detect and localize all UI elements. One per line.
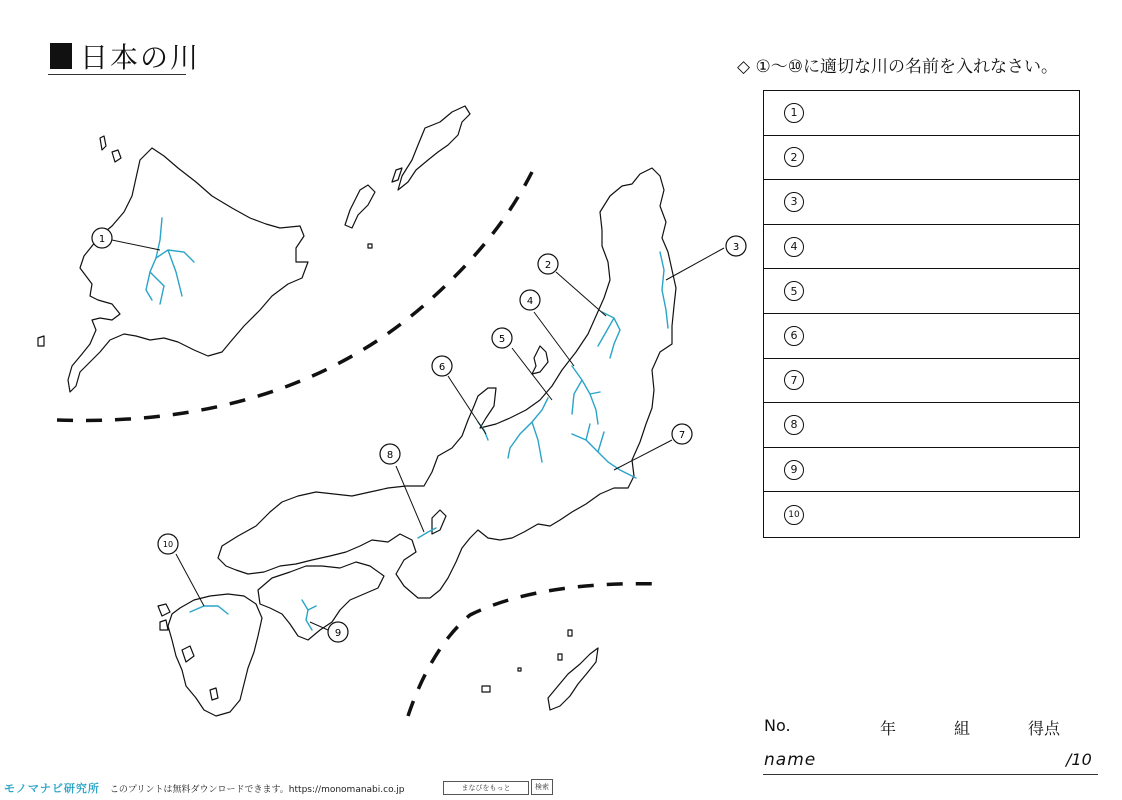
river-kitakami [660, 252, 668, 328]
callout-label-6: 6 [438, 362, 446, 373]
answer-number: 3 [784, 192, 804, 212]
tiny-island-3 [482, 686, 490, 692]
answer-row[interactable] [764, 136, 1079, 181]
answer-number: 4 [784, 237, 804, 257]
answer-row[interactable] [764, 269, 1079, 314]
class-label: 組 [954, 719, 971, 738]
footer [4, 779, 405, 797]
answer-number: 9 [784, 460, 804, 480]
river-ishikari [146, 218, 162, 300]
leader-line-4 [534, 312, 574, 366]
leader-line-2 [556, 272, 606, 316]
no-label: No. [764, 716, 791, 735]
tiny-island-1 [568, 630, 572, 636]
answer-number: 7 [784, 370, 804, 390]
callout-7 [672, 424, 692, 444]
score-out-of: /10 [1066, 750, 1092, 769]
callout-1 [92, 228, 112, 248]
hokkaido-outline [68, 148, 308, 392]
river-tone [572, 424, 636, 478]
callout-label-5: 5 [498, 334, 506, 345]
answer-table [763, 90, 1080, 538]
answer-row[interactable] [764, 448, 1079, 493]
tiny-island-2 [558, 654, 562, 660]
year-label: 年 [880, 719, 897, 738]
points-label: 得点 [1028, 719, 1061, 738]
callout-label-10: 10 [162, 540, 174, 549]
rishiri-island [100, 136, 106, 150]
callout-label-7: 7 [678, 430, 686, 441]
honshu-outline [218, 168, 676, 598]
shikoku-outline [258, 562, 384, 640]
answer-row[interactable] [764, 225, 1079, 270]
answer-row[interactable] [764, 180, 1079, 225]
river-ishikari-branch [150, 250, 194, 304]
answer-row[interactable] [764, 403, 1079, 448]
answer-number: 6 [784, 326, 804, 346]
callout-4 [520, 290, 540, 310]
answer-number: 5 [784, 281, 804, 301]
callout-label-8: 8 [386, 450, 394, 461]
kuril-island-1 [345, 185, 375, 228]
sado-island [532, 346, 548, 374]
name-underline [763, 774, 1098, 775]
footer-logo[interactable]: モノマナビ研究所 [4, 782, 100, 795]
footer-text: このプリントは無料ダウンロードできます。https://monomanabi.co.jp [109, 784, 405, 795]
search-button[interactable]: 検索 [531, 779, 553, 795]
instruction-text: ◇ ①〜⑩に適切な川の名前を入れなさい。 [737, 57, 1058, 77]
sakhalin-outline [398, 106, 470, 190]
callout-label-1: 1 [98, 234, 106, 245]
small-island-a [368, 244, 372, 248]
callout-label-2: 2 [544, 260, 552, 271]
river-shinano [572, 366, 600, 424]
tiny-island-4 [518, 668, 521, 671]
tanegashima-island [210, 688, 218, 700]
callout-5 [492, 328, 512, 348]
answer-number: 2 [784, 147, 804, 167]
kyushu-outline [168, 594, 262, 716]
river-shimanto [302, 600, 316, 630]
dashed-line-south [408, 584, 660, 716]
answer-row[interactable] [764, 314, 1079, 359]
answer-number: 8 [784, 415, 804, 435]
answer-row[interactable] [764, 492, 1079, 537]
leader-line-7 [614, 440, 672, 470]
name-label: name [764, 750, 817, 770]
amakusa-island [182, 646, 194, 662]
leader-line-1 [112, 240, 160, 250]
dashed-line-north [57, 172, 532, 420]
leader-line-10 [176, 554, 204, 606]
awaji-island [432, 510, 446, 534]
answer-row[interactable] [764, 91, 1079, 136]
leader-line-3 [666, 248, 724, 280]
callout-10 [158, 534, 178, 554]
title-text: 日本の川 [80, 41, 201, 74]
answer-number: 1 [784, 103, 804, 123]
callout-3 [726, 236, 746, 256]
river-tenryu [508, 398, 548, 462]
southern-islands [548, 648, 598, 710]
callout-2 [538, 254, 558, 274]
callout-label-9: 9 [334, 628, 342, 639]
callout-8 [380, 444, 400, 464]
leader-line-6 [448, 376, 486, 434]
river-agano [598, 312, 620, 358]
callout-9 [328, 622, 348, 642]
callout-label-4: 4 [526, 296, 534, 307]
leader-line-8 [396, 466, 424, 532]
callout-6 [432, 356, 452, 376]
leader-line-5 [512, 348, 552, 400]
river-chikugo [190, 606, 228, 614]
rebun-island [112, 150, 121, 162]
more-learning-button[interactable]: まなびをもっと [443, 781, 529, 795]
answer-number: 10 [784, 505, 804, 525]
okushiri-island [38, 336, 44, 346]
answer-row[interactable] [764, 359, 1079, 404]
callout-label-3: 3 [732, 242, 740, 253]
